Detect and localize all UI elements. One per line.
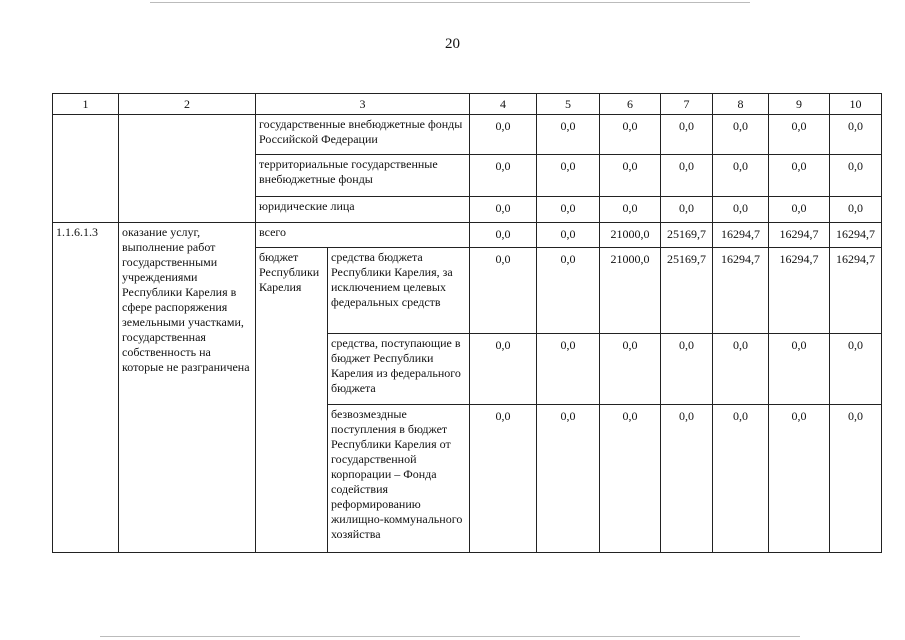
- value-cell: 0,0: [470, 115, 537, 155]
- header-cell: 6: [600, 94, 661, 115]
- value-cell: 0,0: [830, 334, 882, 405]
- value-cell: 0,0: [713, 334, 769, 405]
- header-cell: 1: [53, 94, 119, 115]
- source-label: территориальные государственные внебюджетные фонды: [256, 155, 470, 197]
- value-cell: 16294,7: [713, 223, 769, 248]
- value-cell: 0,0: [537, 223, 600, 248]
- header-cell: 10: [830, 94, 882, 115]
- value-cell: 0,0: [769, 405, 830, 553]
- value-cell: 16294,7: [769, 223, 830, 248]
- header-row: [53, 94, 882, 115]
- source-label: юридические лица: [256, 197, 470, 223]
- value-cell: 0,0: [661, 155, 713, 197]
- header-cell: 4: [470, 94, 537, 115]
- value-cell: 0,0: [769, 155, 830, 197]
- value-cell: 0,0: [470, 223, 537, 248]
- source-label: средства, поступающие в бюджет Республики Карелия из федерального бюджета: [328, 334, 470, 405]
- value-cell: 16294,7: [713, 248, 769, 334]
- value-cell: 0,0: [713, 155, 769, 197]
- value-cell: 16294,7: [830, 223, 882, 248]
- header-cell: 5: [537, 94, 600, 115]
- scan-artifact-bottom: [100, 636, 800, 637]
- scan-artifact-top: [150, 2, 750, 3]
- value-cell: 0,0: [537, 155, 600, 197]
- budget-table: [52, 93, 882, 553]
- value-cell: 21000,0: [600, 223, 661, 248]
- value-cell: 0,0: [661, 115, 713, 155]
- value-cell: 0,0: [713, 405, 769, 553]
- value-cell: 0,0: [600, 197, 661, 223]
- source-label: безвозмездные поступления в бюджет Республики Карелия от государственной корпорации – Фонда содействия реформированию жилищно-коммунального хозяйства: [328, 405, 470, 553]
- value-cell: 0,0: [661, 197, 713, 223]
- value-cell: 0,0: [600, 155, 661, 197]
- value-cell: 16294,7: [769, 248, 830, 334]
- value-cell: 0,0: [600, 334, 661, 405]
- value-cell: 0,0: [470, 155, 537, 197]
- value-cell: 0,0: [470, 334, 537, 405]
- value-cell: 0,0: [830, 115, 882, 155]
- value-cell: 0,0: [830, 197, 882, 223]
- value-cell: 0,0: [537, 248, 600, 334]
- value-cell: 0,0: [769, 197, 830, 223]
- empty-code-cell: [53, 115, 119, 223]
- value-cell: 0,0: [537, 197, 600, 223]
- value-cell: 0,0: [830, 405, 882, 553]
- page-number: 20: [445, 36, 460, 52]
- table-row: [53, 223, 882, 248]
- value-cell: 0,0: [537, 405, 600, 553]
- table-row: [53, 115, 882, 155]
- item-code: 1.1.6.1.3: [53, 223, 119, 553]
- value-cell: 0,0: [470, 197, 537, 223]
- value-cell: 21000,0: [600, 248, 661, 334]
- budget-label: бюджет Республики Карелия: [256, 248, 328, 553]
- header-cell: 3: [256, 94, 470, 115]
- empty-name-cell: [119, 115, 256, 223]
- value-cell: 25169,7: [661, 248, 713, 334]
- header-cell: 2: [119, 94, 256, 115]
- value-cell: 0,0: [537, 115, 600, 155]
- value-cell: 0,0: [600, 115, 661, 155]
- value-cell: 0,0: [713, 115, 769, 155]
- value-cell: 0,0: [537, 334, 600, 405]
- value-cell: 0,0: [769, 334, 830, 405]
- item-name: оказание услуг, выполнение работ государственными учреждениями Республики Карелия в сфере распоряжения земельными участками, государственная собственность на которые не разграничена: [119, 223, 256, 553]
- value-cell: 0,0: [470, 405, 537, 553]
- value-cell: 0,0: [661, 334, 713, 405]
- value-cell: 25169,7: [661, 223, 713, 248]
- value-cell: 0,0: [713, 197, 769, 223]
- value-cell: 0,0: [830, 155, 882, 197]
- source-label: средства бюджета Республики Карелия, за исключением целевых федеральных средств: [328, 248, 470, 334]
- value-cell: 0,0: [600, 405, 661, 553]
- value-cell: 0,0: [470, 248, 537, 334]
- header-cell: 8: [713, 94, 769, 115]
- header-cell: 9: [769, 94, 830, 115]
- value-cell: 16294,7: [830, 248, 882, 334]
- value-cell: 0,0: [769, 115, 830, 155]
- total-label: всего: [256, 223, 470, 248]
- source-label: государственные внебюджетные фонды Российской Федерации: [256, 115, 470, 155]
- value-cell: 0,0: [661, 405, 713, 553]
- header-cell: 7: [661, 94, 713, 115]
